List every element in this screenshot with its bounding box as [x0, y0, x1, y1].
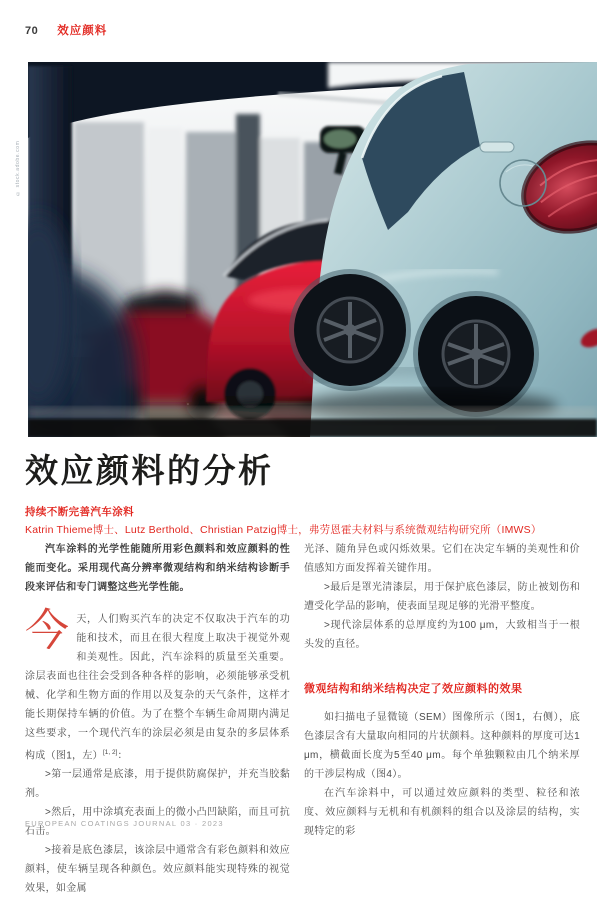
body-paragraph: 在汽车涂料中，可以通过效应颜料的类型、粒径和浓度、效应颜料与无机和有机颜料的组合以及涂层的结构，实现特定的彩 [304, 788, 580, 837]
title-block [25, 451, 580, 537]
list-item: >第一层通常是底漆，用于提供防腐保护，并充当胶黏剂。 [25, 769, 290, 800]
hero-photo-car-showroom [28, 62, 597, 437]
list-item: >最后是罩光清漆层，用于保护底色漆层，防止被划伤和遭受化学品的影响，使表面呈现足够的光滑平整度。 [304, 582, 580, 612]
lead-paragraph: 汽车涂料的光学性能随所用彩色颜料和效应颜料的性能而变化。采用现代高分辨率微观结构和纳米结构诊断手段来评估和专门调整这些光学性能。 [25, 544, 290, 593]
paragraph-text: 天，人们购买汽车的决定不仅取决于汽车的功能和技术，而且在很大程度上取决于视觉外观和美观性。因此，汽车涂料的质量至关重要。涂层表面也往往会受到各种各样的影响，必须能够承受机械、化学和生物方面的作用以及复杂的天气条件，这样才能长期保持车辆的价值。为了在整个车辆生命周期内满足这些要求，一个现代汽车的涂层必须是由复杂的多层体系构成（图1，左） [25, 614, 290, 762]
continuation-paragraph: 光泽、随角异色或闪烁效果。它们在决定车辆的美观性和价值感知方面发挥着关键作用。 [304, 544, 580, 574]
showroom-illustration [28, 62, 597, 437]
front-wheel [292, 272, 408, 388]
dropcap-character: 今 [25, 606, 70, 655]
floor-glare [28, 407, 597, 419]
article-byline: Katrin Thieme博士、Lutz Berthold、Christian Patzig博士，弗劳恩霍夫材料与系统微观结构研究所（IMWS） [25, 524, 542, 536]
article-title: 效应颜料的分析 [25, 452, 274, 489]
page-number: 70 [25, 25, 39, 37]
article-body [25, 540, 580, 898]
reference-superscript: [1, 2] [102, 749, 118, 756]
column-right [304, 540, 580, 898]
door-handle [480, 142, 514, 152]
journal-footer: EUROPEAN COATINGS JOURNAL 03 · 2023 [25, 819, 224, 828]
list-item: >接着是底色漆层，该涂层中通常含有彩色颜料和效应颜料，使车辆呈现各种颜色。效应颜料能实现特殊的视觉效果，如金属 [25, 845, 290, 895]
section-subheading: 微观结构和纳米结构决定了效应颜料的效果 [304, 683, 523, 695]
list-item: >然后，用中涂填充表面上的微小凸凹缺陷，而且可抗石击。 [25, 807, 290, 838]
column-left [25, 540, 290, 898]
running-header [25, 22, 107, 38]
paragraph-dropcap [25, 606, 290, 765]
fuel-cap [500, 160, 546, 206]
photo-bottom-band [28, 419, 597, 437]
photo-credit: © stock.adobe.com [15, 140, 21, 196]
list-item: >现代涂层体系的总厚度约为100 μm，大致相当于一根头发的直径。 [304, 620, 580, 650]
paragraph-tail: ： [117, 750, 128, 762]
section-label: 效应颜料 [57, 25, 108, 37]
article-kicker: 持续不断完善汽车涂料 [25, 506, 134, 518]
body-paragraph: 如扫描电子显微镜（SEM）图像所示（图1，右侧），底色漆层含有大量取向相同的片状颜料。这种颜料的厚度可达1 μm，横截面长度为5至40 μm。每个单独颗粒由几个纳米厚的干涉层构成（图4）。 [304, 712, 580, 780]
